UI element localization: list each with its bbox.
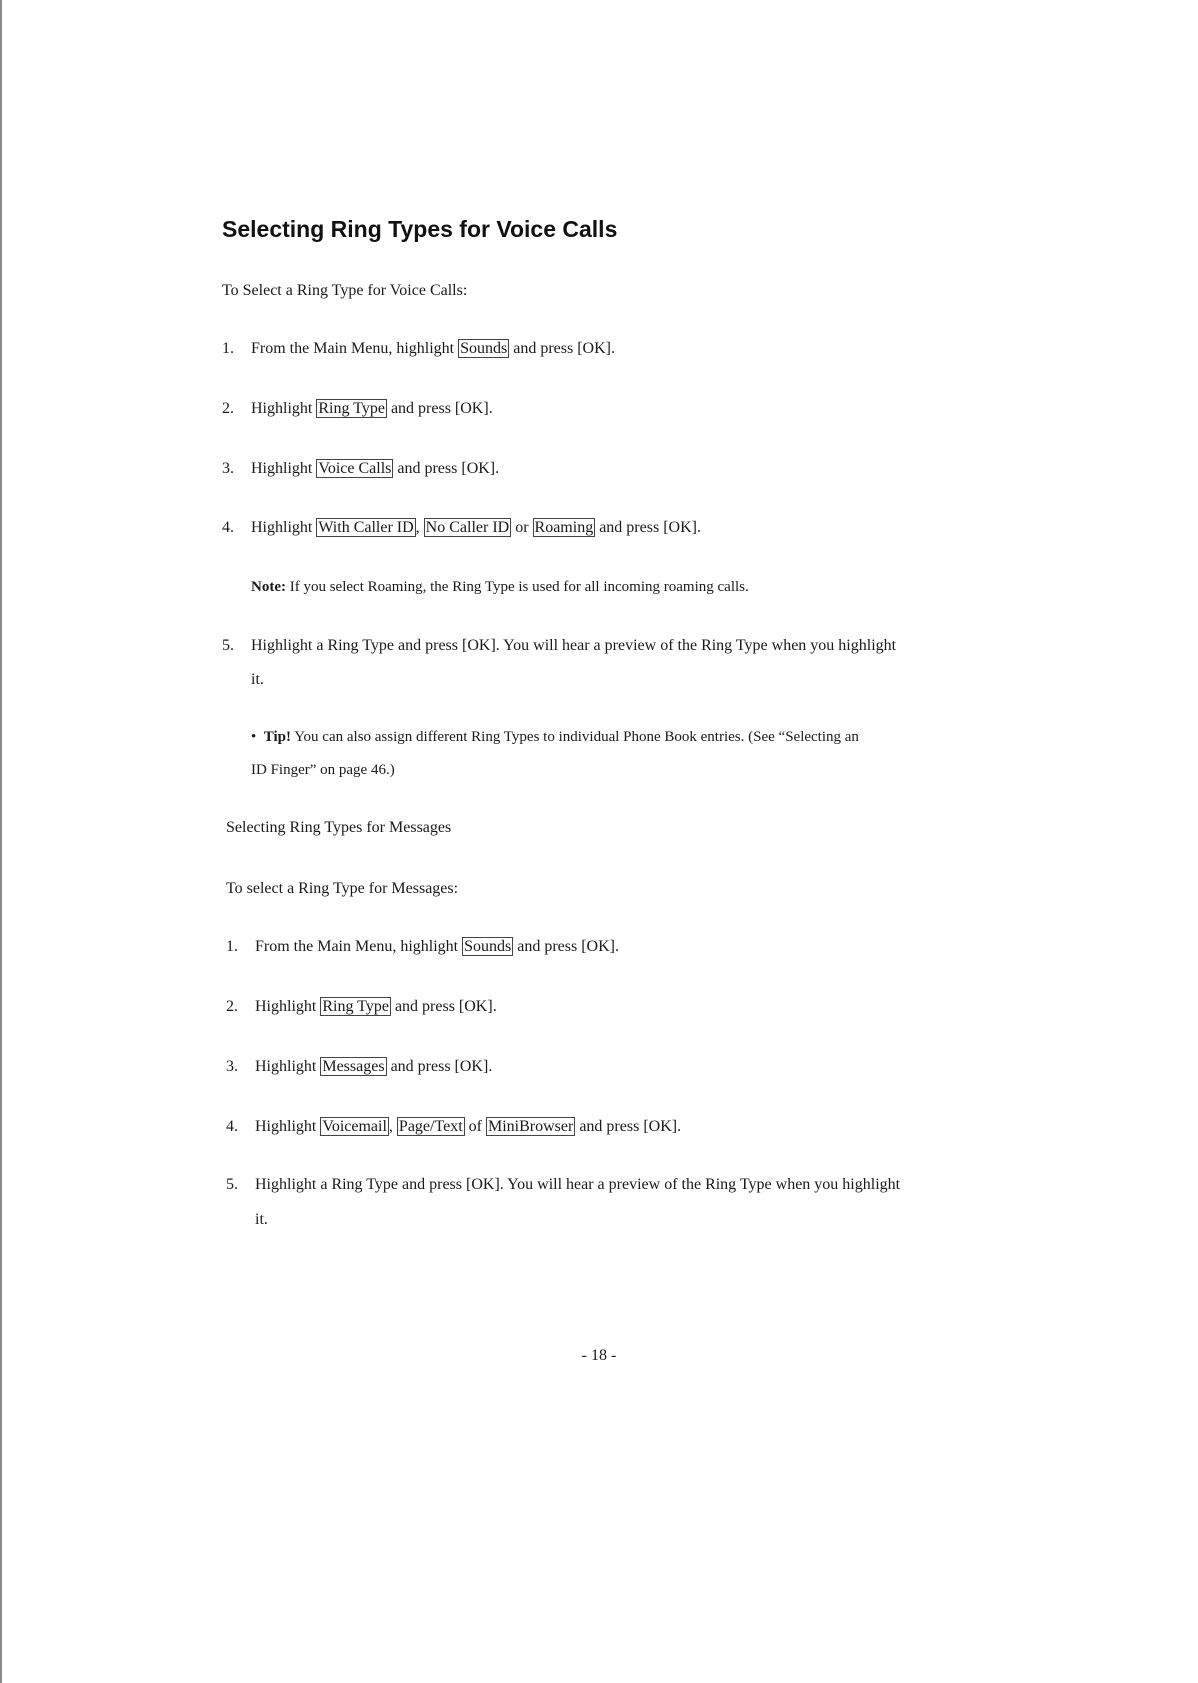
step-text: and press [OK]. [579, 1118, 682, 1135]
step-number: 1. [222, 340, 234, 357]
step-number: 4. [226, 1118, 238, 1135]
tip-text: You can also assign different Ring Types to individual Phone Book entries. (See “Selecting an [294, 729, 859, 745]
messages-step-3 [226, 1057, 492, 1077]
step-text: and press [OK]. [397, 460, 500, 477]
step-number: 3. [222, 460, 234, 477]
step-text: Highlight a Ring Type and press [OK]. You will hear a preview of the Ring Type when you highlight [251, 637, 897, 654]
tip-label: Tip! [263, 729, 292, 745]
step-text: Highlight [251, 400, 313, 417]
separator: , [388, 1118, 393, 1135]
menu-item-box: Sounds [464, 938, 512, 955]
note-text: If you select Roaming, the Ring Type is used for all incoming roaming calls. [289, 579, 749, 595]
messages-subheading: Selecting Ring Types for Messages [226, 819, 452, 836]
menu-item-box: Page/Text [398, 1118, 463, 1135]
voice-step-3 [222, 459, 499, 479]
bullet: • [251, 729, 257, 745]
voice-intro: To Select a Ring Type for Voice Calls: [222, 282, 468, 299]
voice-step-5-continuation: it. [251, 671, 264, 688]
messages-step-2 [226, 997, 497, 1017]
note-label: Note: [251, 579, 286, 595]
separator: of [468, 1118, 482, 1135]
step-text: From the Main Menu, highlight [251, 340, 455, 357]
voice-step-2 [222, 399, 493, 419]
step-number: 3. [226, 1058, 238, 1075]
step-number: 5. [226, 1176, 238, 1193]
page-number: - 18 - [581, 1347, 617, 1364]
menu-item-box: Voicemail [322, 1118, 387, 1135]
messages-step-4 [226, 1117, 681, 1137]
step-text: and press [OK]. [390, 400, 493, 417]
step-text: Highlight [251, 519, 313, 536]
step-text: From the Main Menu, highlight [255, 938, 459, 955]
voice-step-4 [222, 518, 701, 538]
step-number: 5. [222, 637, 234, 654]
voice-note [251, 577, 749, 597]
separator: or [515, 519, 529, 536]
separator: , [415, 519, 420, 536]
step-text: Highlight [255, 1058, 317, 1075]
step-text: Highlight [255, 998, 317, 1015]
voice-step-1 [222, 339, 615, 359]
step-text: and press [OK]. [394, 998, 497, 1015]
step-text: Highlight [251, 460, 313, 477]
step-text: Highlight a Ring Type and press [OK]. You will hear a preview of the Ring Type when you highlight [255, 1176, 901, 1193]
messages-step-5 [226, 1175, 900, 1195]
voice-tip [251, 727, 859, 747]
menu-item-box: Voice Calls [318, 460, 392, 477]
step-text: and press [OK]. [390, 1058, 493, 1075]
messages-step-5-continuation: it. [255, 1211, 268, 1228]
menu-item-box: MiniBrowser [488, 1118, 574, 1135]
step-number: 2. [226, 998, 238, 1015]
menu-item-box: Ring Type [318, 400, 385, 417]
step-text: and press [OK]. [513, 340, 615, 357]
page-heading: Selecting Ring Types for Voice Calls [222, 216, 618, 242]
messages-intro: To select a Ring Type for Messages: [226, 880, 459, 897]
step-text: Highlight [255, 1118, 317, 1135]
messages-step-1 [226, 937, 619, 957]
menu-item-box: Messages [322, 1058, 385, 1075]
page-edge-line [0, 0, 2, 1683]
menu-item-box: With Caller ID [318, 519, 414, 536]
menu-item-box: Ring Type [322, 998, 389, 1015]
voice-step-5 [222, 636, 896, 656]
menu-item-box: Sounds [460, 340, 508, 357]
step-number: 1. [226, 938, 238, 955]
voice-tip-continuation: ID Finger” on page 46.) [251, 762, 395, 778]
menu-item-box: No Caller ID [425, 519, 510, 536]
step-text: and press [OK]. [599, 519, 701, 536]
step-text: and press [OK]. [517, 938, 619, 955]
step-number: 4. [222, 519, 234, 536]
menu-item-box: Roaming [534, 519, 594, 536]
step-number: 2. [222, 400, 234, 417]
